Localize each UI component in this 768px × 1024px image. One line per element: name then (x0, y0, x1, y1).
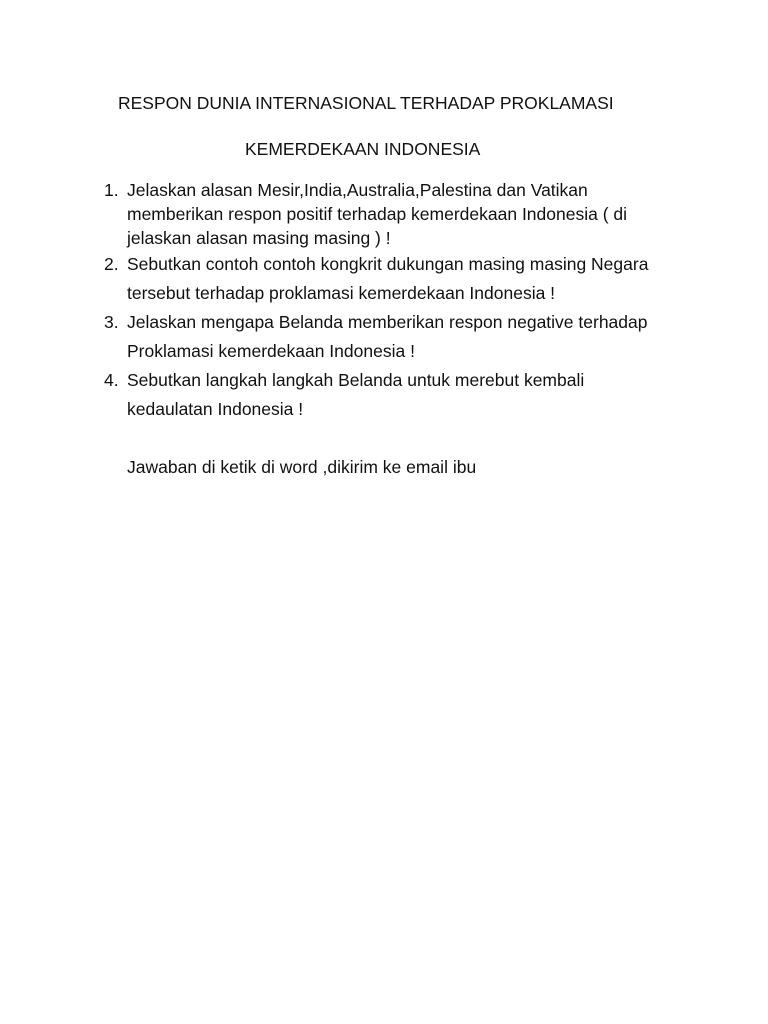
question-item-3 (104, 308, 724, 366)
question-text-line: Sebutkan contoh contoh kongkrit dukungan masing masing Negara (127, 254, 649, 274)
question-text-line: jelaskan alasan masing masing ) ! (127, 228, 391, 248)
question-number: 4. (104, 370, 119, 390)
document-title-line-2: KEMERDEKAAN INDONESIA (245, 139, 481, 159)
question-item-2 (104, 250, 724, 308)
question-text-line: tersebut terhadap proklamasi kemerdekaan Indonesia ! (127, 283, 556, 303)
question-text-line: Proklamasi kemerdekaan Indonesia ! (127, 341, 415, 361)
question-text-line: memberikan respon positif terhadap kemerdekaan Indonesia ( di (127, 204, 628, 224)
document-title-line-1: RESPON DUNIA INTERNASIONAL TERHADAP PROKLAMASI (118, 93, 614, 113)
question-text-line: Sebutkan langkah langkah Belanda untuk merebut kembali (127, 370, 585, 390)
question-number: 3. (104, 312, 119, 332)
instruction-note: Jawaban di ketik di word ,dikirim ke email ibu (127, 457, 477, 477)
question-text-line: Jelaskan mengapa Belanda memberikan respon negative terhadap (127, 312, 648, 332)
question-item-4 (104, 366, 724, 424)
question-list (104, 178, 724, 424)
question-number: 1. (104, 180, 119, 200)
question-text-line: Jelaskan alasan Mesir,India,Australia,Palestina dan Vatikan (127, 180, 588, 200)
question-item-1 (104, 178, 724, 250)
question-number: 2. (104, 254, 119, 274)
question-text-line: kedaulatan Indonesia ! (127, 399, 304, 419)
